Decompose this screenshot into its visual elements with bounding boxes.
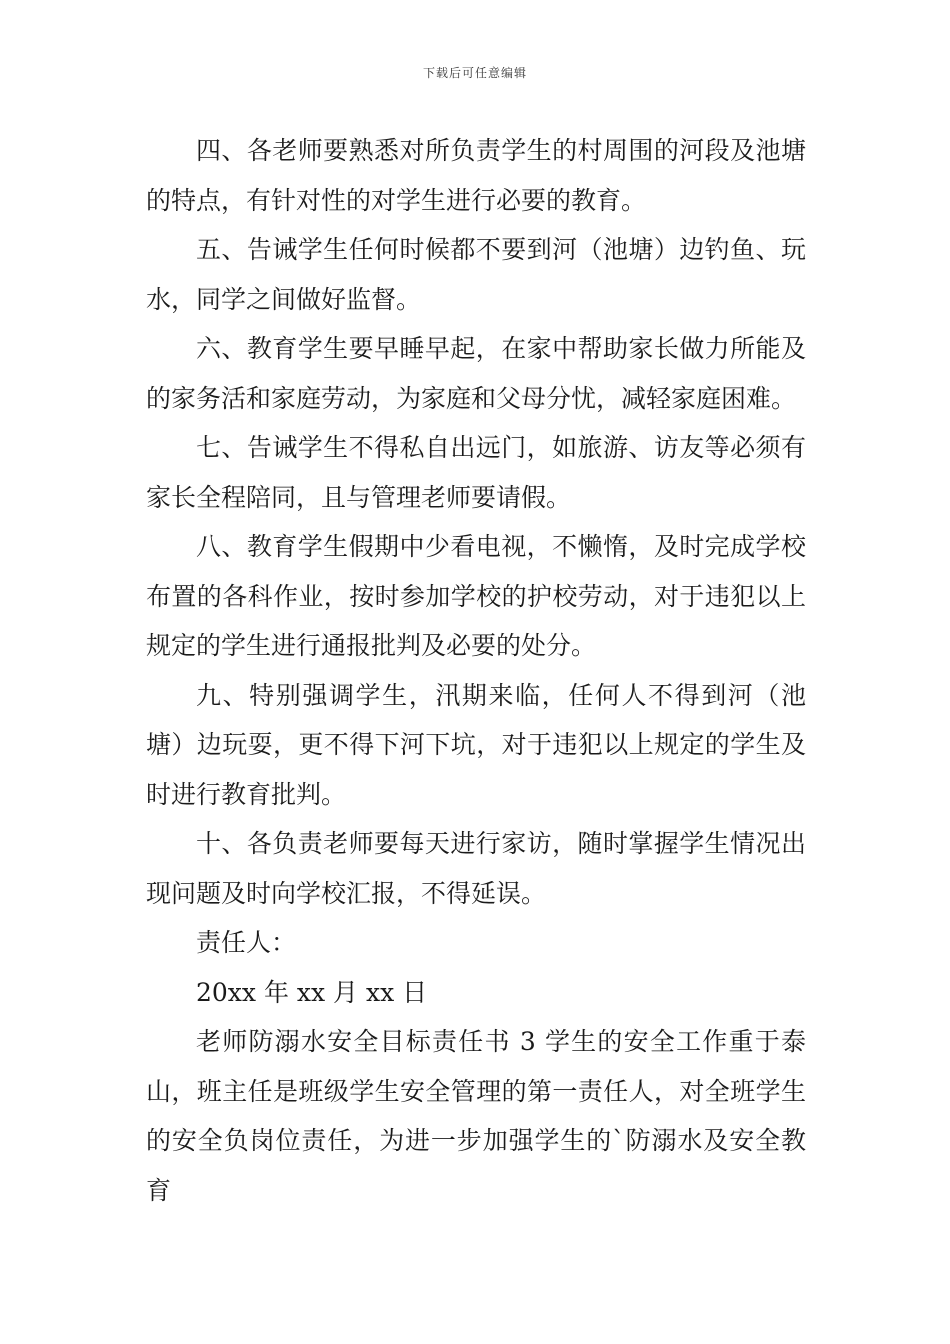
document-body [146,126,806,1215]
paragraph-item-5: 五、告诫学生任何时候都不要到河（池塘）边钓鱼、玩水，同学之间做好监督。 [146,235,806,314]
paragraph-item-8: 八、教育学生假期中少看电视，不懒惰，及时完成学校布置的各科作业，按时参加学校的护校劳动，对于违犯以上规定的学生进行通报批判及必要的处分。 [146,532,806,660]
paragraph-item-9: 九、特别强调学生，汛期来临，任何人不得到河（池塘）边玩耍，更不得下河下坑，对于违犯以上规定的学生及时进行教育批判。 [146,680,806,809]
page-header-note: 下载后可任意编辑 [422,66,527,80]
responsible-person-label: 责任人： [196,928,297,957]
paragraph-item-4: 四、各老师要熟悉对所负责学生的村周围的河段及池塘的特点，有针对性的对学生进行必要的教育。 [146,136,806,215]
paragraph-item-10: 十、各负责老师要每天进行家访，随时掌握学生情况出现问题及时向学校汇报，不得延误。 [146,829,806,908]
date-line: 20xx 年 xx 月 xx 日 [196,977,428,1007]
paragraph-item-7: 七、告诫学生不得私自出远门，如旅游、访友等必须有家长全程陪同，且与管理老师要请假。 [146,433,806,512]
paragraph-document-3-intro: 老师防溺水安全目标责任书 3 学生的安全工作重于泰山，班主任是班级学生安全管理的第一责任人，对全班学生的安全负岗位责任，为进一步加强学生的`防溺水及安全教育 [146,1027,806,1205]
paragraph-item-6: 六、教育学生要早睡早起，在家中帮助家长做力所能及的家务活和家庭劳动，为家庭和父母分忧，减轻家庭困难。 [146,334,806,413]
